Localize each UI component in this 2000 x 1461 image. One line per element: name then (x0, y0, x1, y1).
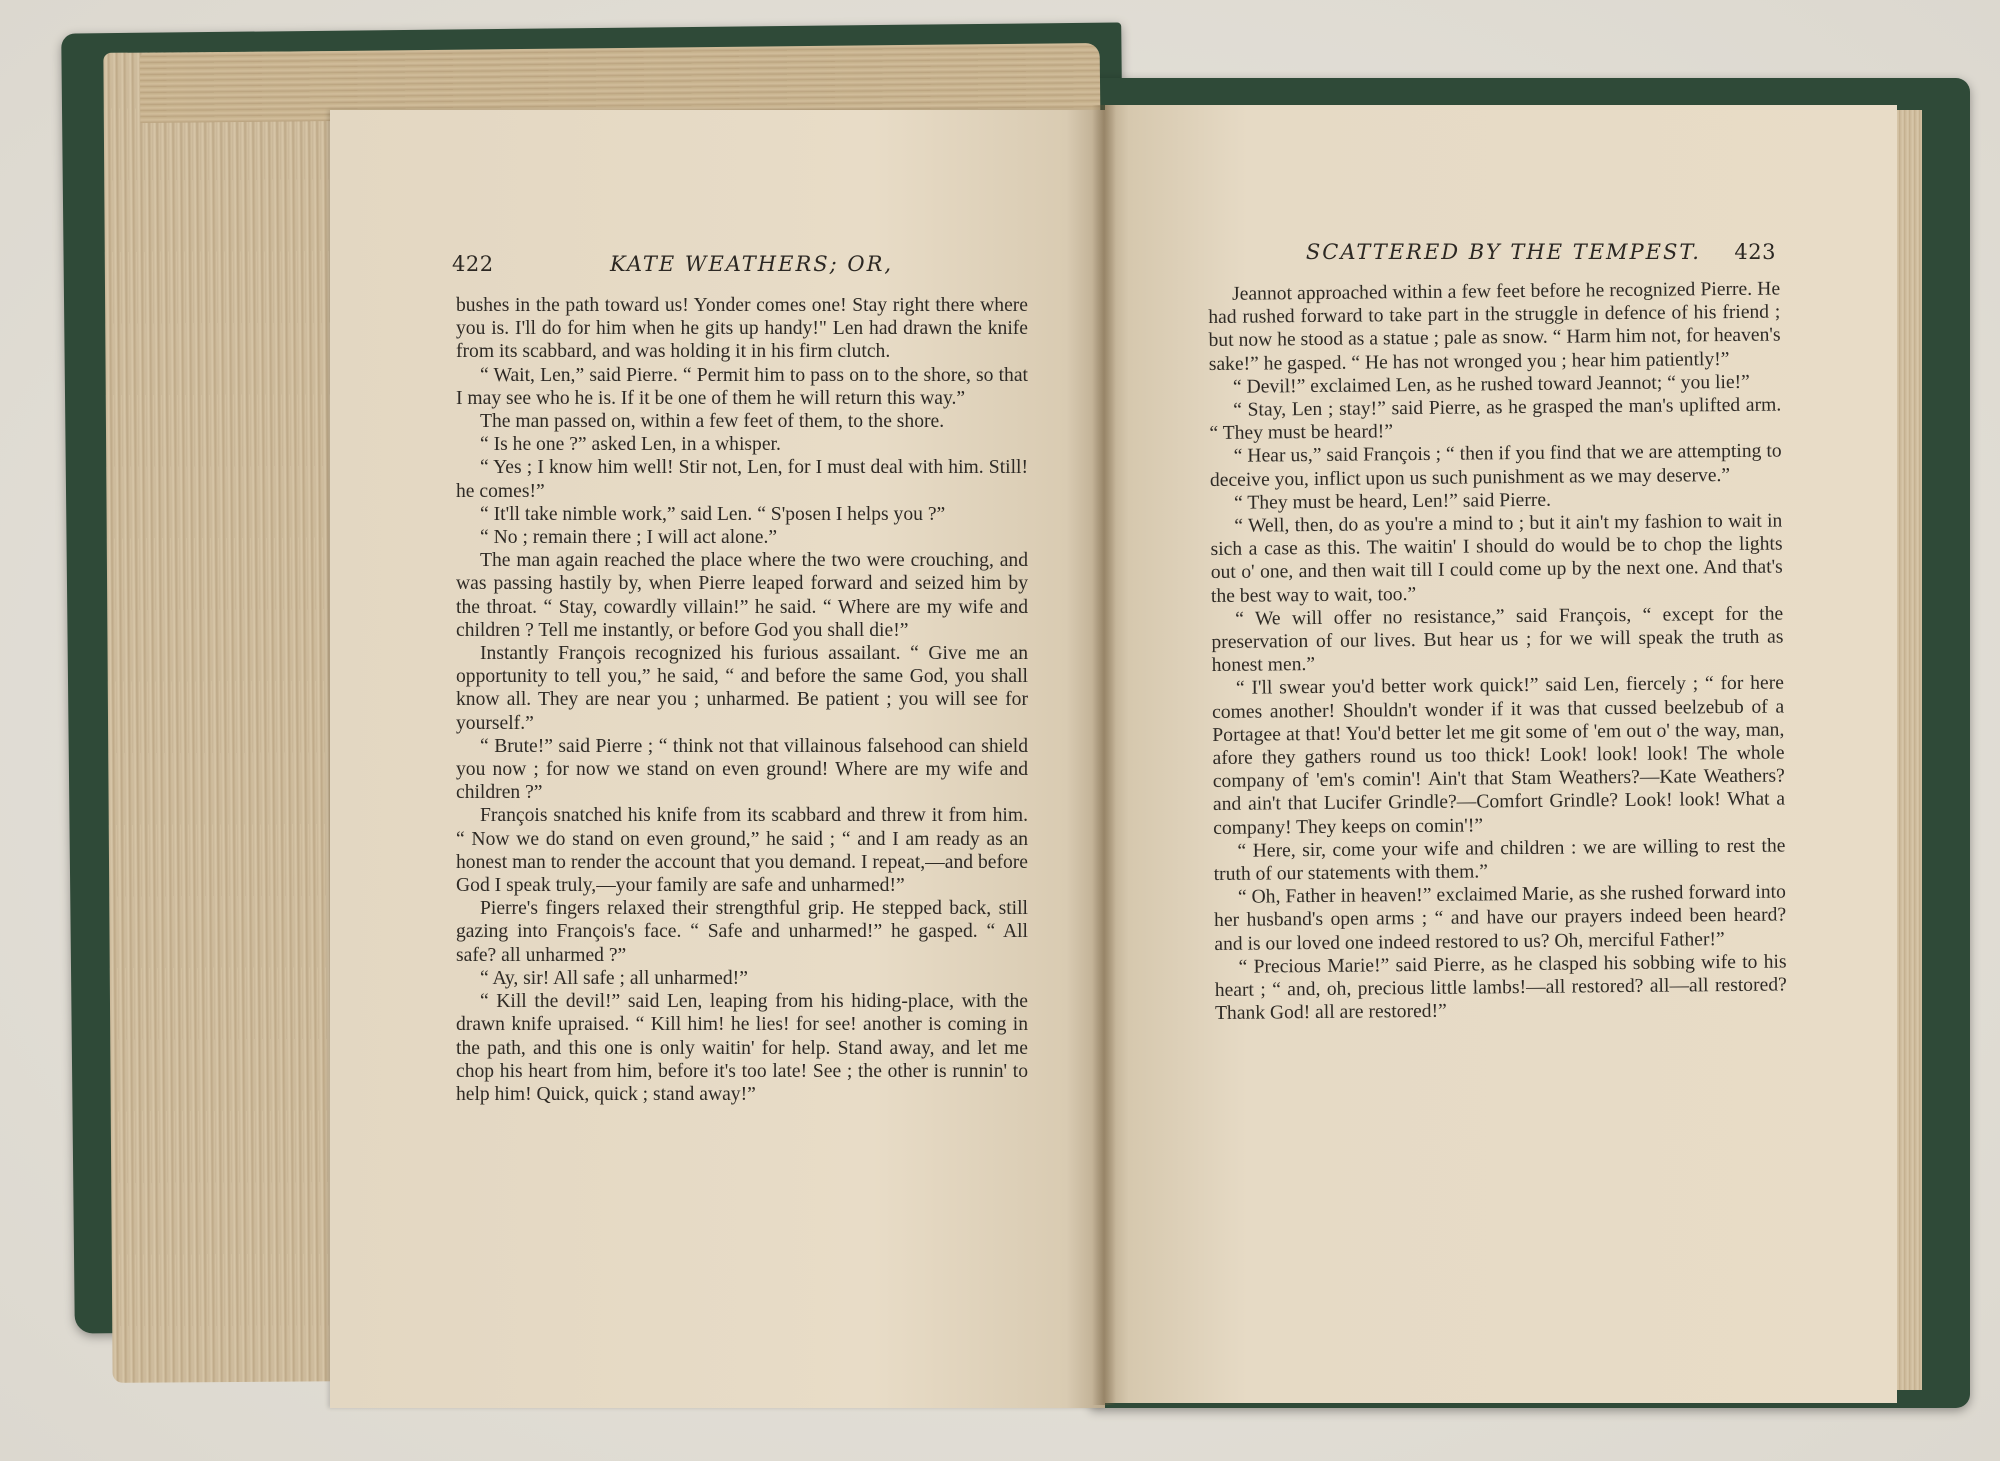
paragraph: “ Oh, Father in heaven!” exclaimed Marie, as she rushed forward into her husband's open arms ; “ and have our prayers indeed been heard? and is our loved one indeed restored to us? Oh, merciful Father!” (1214, 881, 1787, 955)
left-page-text (456, 294, 1028, 1106)
paragraph: “ Stay, Len ; stay!” said Pierre, as he grasped the man's uplifted arm. “ They must be heard!” (1209, 394, 1782, 445)
right-running-title: SCATTERED BY THE TEMPEST. (1305, 240, 1701, 264)
right-page-text (1208, 278, 1787, 1026)
paragraph: Jeannot approached within a few feet before he recognized Pierre. He had rushed forward to take part in the struggle in defence of his friend ; but now he stood as a statue ; pale as snow. “ Harm him not, for heaven's sake!” he gasped. “ He has not wronged you ; hear him patiently!” (1208, 278, 1781, 375)
paragraph: “ Precious Marie!” said Pierre, as he clasped his sobbing wife to his heart ; “ and, oh, precious little lambs!—all restored? all—all restored? Thank God! all are restored!” (1214, 951, 1787, 1025)
paragraph: “ Wait, Len,” said Pierre. “ Permit him to pass on to the shore, so that I may see who he is. If it be one of them he will return this way.” (456, 364, 1028, 409)
paragraph: “ No ; remain there ; I will act alone.” (480, 527, 778, 549)
paragraph: “ It'll take nimble work,” said Len. “ S'posen I helps you ?” (480, 503, 946, 525)
paragraph: The man passed on, within a few feet of them, to the shore. (480, 411, 945, 433)
paragraph: “ Brute!” said Pierre ; “ think not that villainous falsehood can shield you now ; for now we stand on even ground! Where are my wife and children ?” (456, 735, 1028, 804)
paragraph: “ Here, sir, come your wife and children : we are willing to rest the truth of our statements with them.” (1213, 835, 1786, 886)
paragraph: Pierre's fingers relaxed their strengthful grip. He stepped back, still gazing into François's face. “ Safe and unharmed!” he gasped. “ All safe? all unharmed ?” (456, 898, 1028, 966)
paragraph: “ Yes ; I know him well! Stir not, Len, for I must deal with him. Still! he comes!” (456, 457, 1028, 502)
paragraph: “ Devil!” exclaimed Len, as he rushed toward Jeannot; “ you lie!” (1232, 371, 1750, 398)
right-page-number: 423 (1734, 240, 1776, 264)
page-fore-edge (103, 51, 352, 1383)
paragraph: “ Is he one ?” asked Len, in a whisper. (480, 434, 781, 456)
paragraph: Instantly François recognized his furious assailant. “ Give me an opportunity to tell you,” he said, “ and before the same God, you shall know all. They are near you ; unharmed. Be patient ; you will see for yourself.” (456, 643, 1028, 734)
paragraph: “ I'll swear you'd better work quick!” said Len, fiercely ; “ for here comes another! Shouldn't wonder if it was that cussed beelzebub of a Portagee at that! You'd better let me git some of 'em out o' the way, man, afore they gathers round us too thick! Look! look! look! The whole company of 'em's comin'! Ain't that Stam Weathers?—Kate Weathers? and ain't that Lucifer Grindle?—Comfort Grindle? Look! look! What a company! They keeps on comin'!” (1212, 672, 1786, 839)
left-running-title: KATE WEATHERS; OR, (610, 252, 894, 276)
paragraph: bushes in the path toward us! Yonder comes one! Stay right there where you is. I'll do for him when he gits up handy!" Len had drawn the knife from its scabbard, and was holding it in his firm clutch. (456, 295, 1028, 363)
paragraph: The man again reached the place where the two were crouching, and was passing hastily by, when Pierre leaped forward and seized him by the throat. “ Stay, cowardly villain!” he said. “ Where are my wife and children ? Tell me instantly, or before God you shall die!” (456, 550, 1028, 641)
paragraph: “ Kill the devil!” said Len, leaping from his hiding-place, with the drawn knife upraised. “ Kill him! he lies! for see! another is coming in the path, and this one is only waitin' for help. Stand away, and let me chop his heart from him, before it's too late! See ; the other is runnin' to help him! Quick, quick ; stand away!” (456, 991, 1028, 1105)
book-gutter (1092, 105, 1116, 1405)
paragraph: “ They must be heard, Len!” said Pierre. (1234, 489, 1552, 514)
paragraph: François snatched his knife from its scabbard and threw it from him. “ Now we do stand on even ground,” he said ; “ and I am ready as an honest man to render the account that you demand. I repeat,—and before God I speak truly,—your family are safe and unharmed!” (456, 805, 1028, 897)
paragraph: “ Ay, sir! All safe ; all unharmed!” (480, 967, 748, 989)
paragraph: “ Well, then, do as you're a mind to ; but it ain't my fashion to wait in sich a case as this. The waitin' I should do would be to chop the lights out o' one, and then wait till I could come up by the next one. And that's the best way to wait, too.” (1210, 510, 1783, 607)
left-page-number: 422 (452, 252, 494, 276)
paragraph: “ Hear us,” said François ; “ then if you find that we are attempting to deceive you, inflict upon us such punishment as we may deserve.” (1209, 440, 1782, 491)
paragraph: “ We will offer no resistance,” said François, “ except for the preservation of our lives. But hear us ; for we will speak the truth as honest men.” (1211, 603, 1784, 677)
